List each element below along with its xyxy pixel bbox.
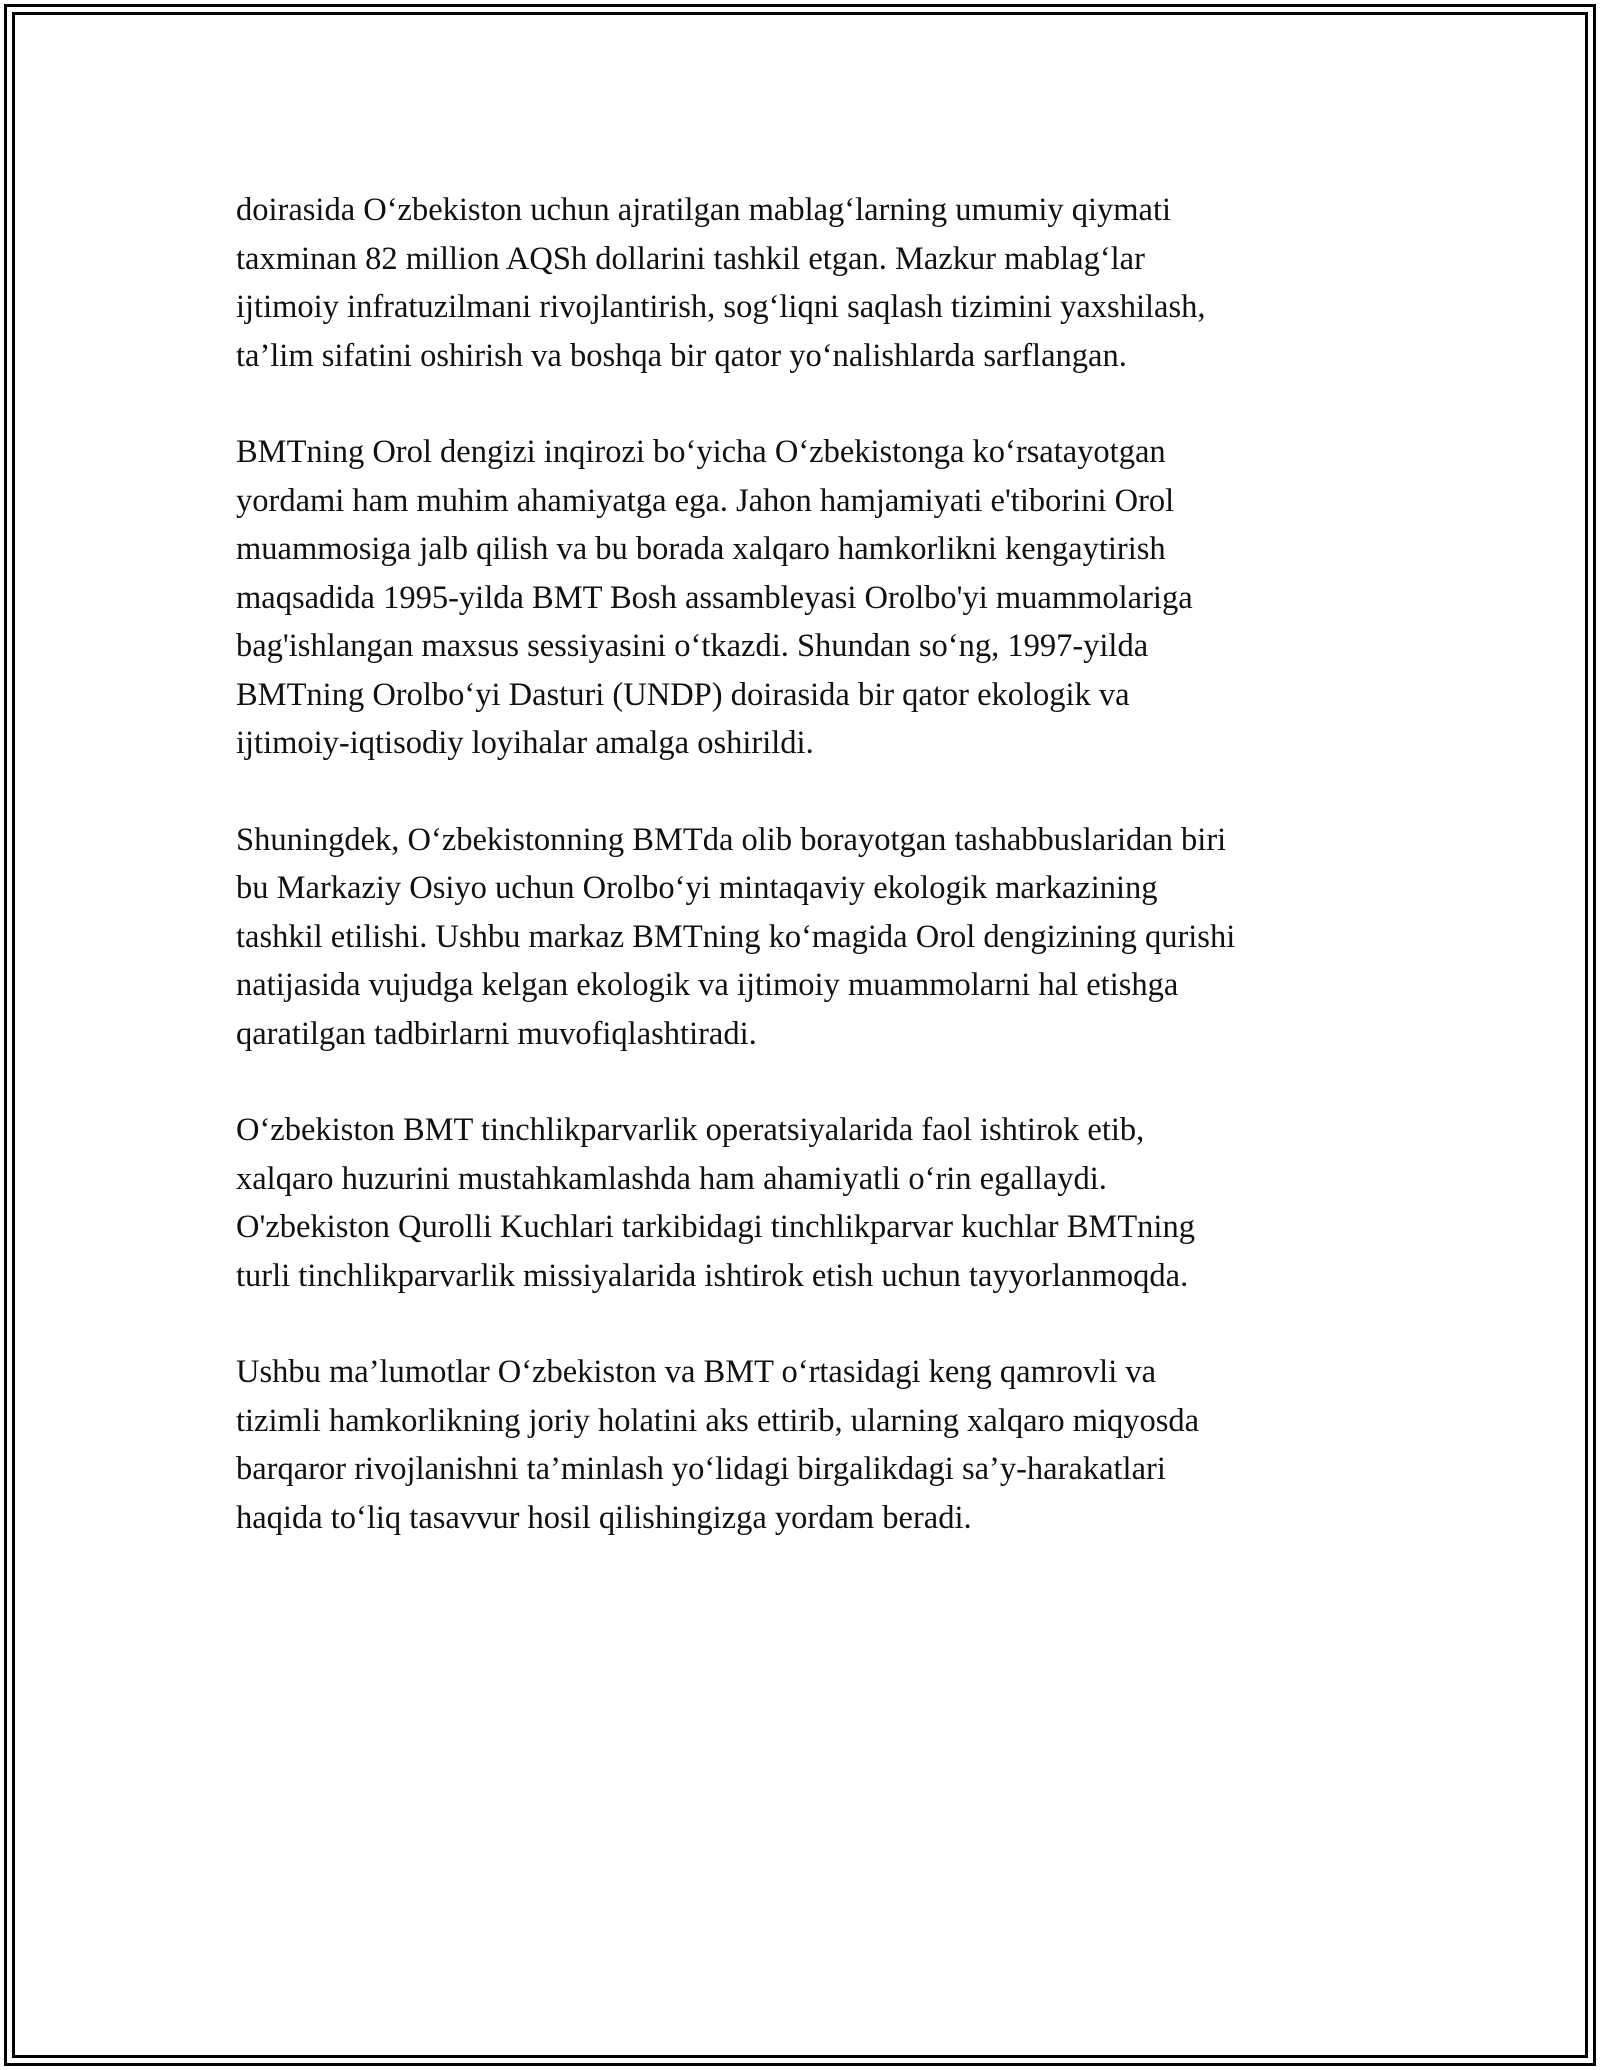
text-line: BMTning Orol dengizi inqirozi bo‘yicha O‘zbekistonga ko‘rsatayotgan xyxy=(236,434,1166,470)
text-line: BMTning Orolbo‘yi Dasturi (UNDP) doirasida bir qator ekologik va xyxy=(236,676,1130,713)
text-line: muammosiga jalb qilish va bu borada xalqaro hamkorlikni kengaytirish xyxy=(236,531,1166,567)
text-line: ta’lim sifatini oshirish va boshqa bir qator yo‘nalishlarda sarflangan. xyxy=(236,337,1127,374)
paragraph-aral-sea-crisis xyxy=(236,428,1376,768)
text-line: doirasida O‘zbekiston uchun ajratilgan mablag‘larning umumiy qiymati xyxy=(236,192,1172,228)
text-line: O'zbekiston Qurolli Kuchlari tarkibidagi tinchlikparvar kuchlar BMTning xyxy=(236,1209,1195,1245)
text-line: tizimli hamkorlikning joriy holatini aks ettirib, ularning xalqaro miqyosda xyxy=(236,1402,1200,1439)
text-line: haqida to‘liq tasavvur hosil qilishingizga yordam beradi. xyxy=(236,1499,972,1536)
text-line: Ushbu ma’lumotlar O‘zbekiston va BMT o‘rtasidagi keng qamrovli va xyxy=(236,1354,1157,1390)
paragraph-regional-center xyxy=(236,816,1376,1059)
text-line: taxminan 82 million AQSh dollarini tashkil etgan. Mazkur mablag‘lar xyxy=(236,240,1145,277)
document-body xyxy=(236,186,1376,1590)
paragraph-conclusion xyxy=(236,1348,1376,1542)
text-line: yordami ham muhim ahamiyatga ega. Jahon hamjamiyati e'tiborini Orol xyxy=(236,482,1175,519)
text-line: bag'ishlangan maxsus sessiyasini o‘tkazdi. Shundan so‘ng, 1997-yilda xyxy=(236,628,1149,664)
text-line: barqaror rivojlanishni ta’minlash yo‘lidagi birgalikdagi sa’y-harakatlari xyxy=(236,1451,1166,1487)
text-line: turli tinchlikparvarlik missiyalarida ishtirok etish uchun tayyorlanmoqda. xyxy=(236,1257,1189,1294)
paragraph-peacekeeping xyxy=(236,1106,1376,1300)
text-line: qaratilgan tadbirlarni muvofiqlashtiradi. xyxy=(236,1015,757,1052)
paragraph-funding xyxy=(236,186,1376,380)
text-line: O‘zbekiston BMT tinchlikparvarlik operatsiyalarida faol ishtirok etib, xyxy=(236,1112,1145,1148)
text-line: tashkil etilishi. Ushbu markaz BMTning ko‘magida Orol dengizining qurishi xyxy=(236,918,1236,955)
text-line: maqsadida 1995-yilda BMT Bosh assambleyasi Orolbo'yi muammolariga xyxy=(236,579,1193,616)
text-line: natijasida vujudga kelgan ekologik va ijtimoiy muammolarni hal etishga xyxy=(236,967,1179,1003)
text-line: ijtimoiy-iqtisodiy loyihalar amalga oshirildi. xyxy=(236,725,814,761)
text-line: bu Markaziy Osiyo uchun Orolbo‘yi mintaqaviy ekologik markazining xyxy=(236,870,1158,906)
text-line: xalqaro huzurini mustahkamlashda ham ahamiyatli o‘rin egallaydi. xyxy=(236,1160,1107,1197)
text-line: ijtimoiy infratuzilmani rivojlantirish, sog‘liqni saqlash tizimini yaxshilash, xyxy=(236,289,1206,325)
text-line: Shuningdek, O‘zbekistonning BMTda olib borayotgan tashabbuslaridan biri xyxy=(236,821,1227,858)
